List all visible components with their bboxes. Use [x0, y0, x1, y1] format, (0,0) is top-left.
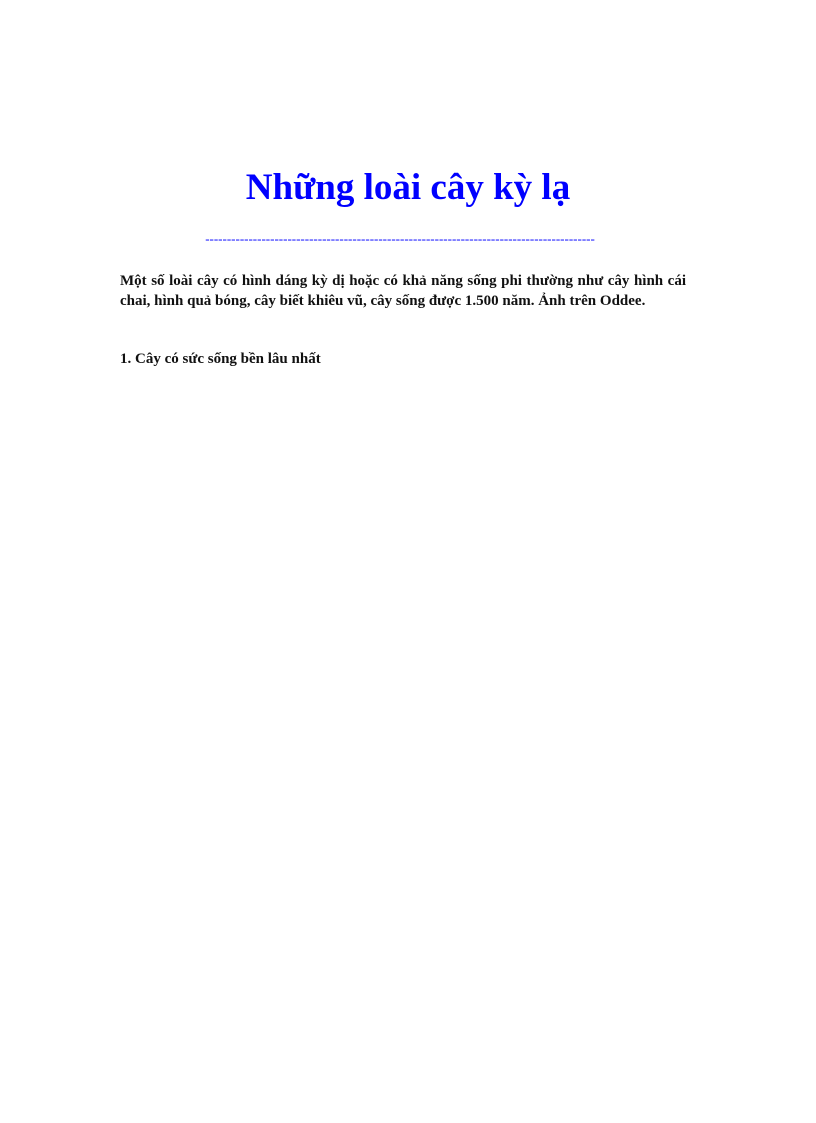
document-title: Những loài cây kỳ lạ — [245, 167, 571, 208]
intro-paragraph: Một số loài cây có hình dáng kỳ dị hoặc có khả năng sống phi thường như cây hình cái chai, hình quả bóng, cây biết khiêu vũ, cây sống được 1.500 năm. Ảnh trên Oddee. — [120, 273, 686, 309]
title-divider: ------------------------------------------------------------------------------------------ — [205, 231, 595, 246]
section-heading-1: 1. Cây có sức sống bền lâu nhất — [120, 351, 321, 367]
